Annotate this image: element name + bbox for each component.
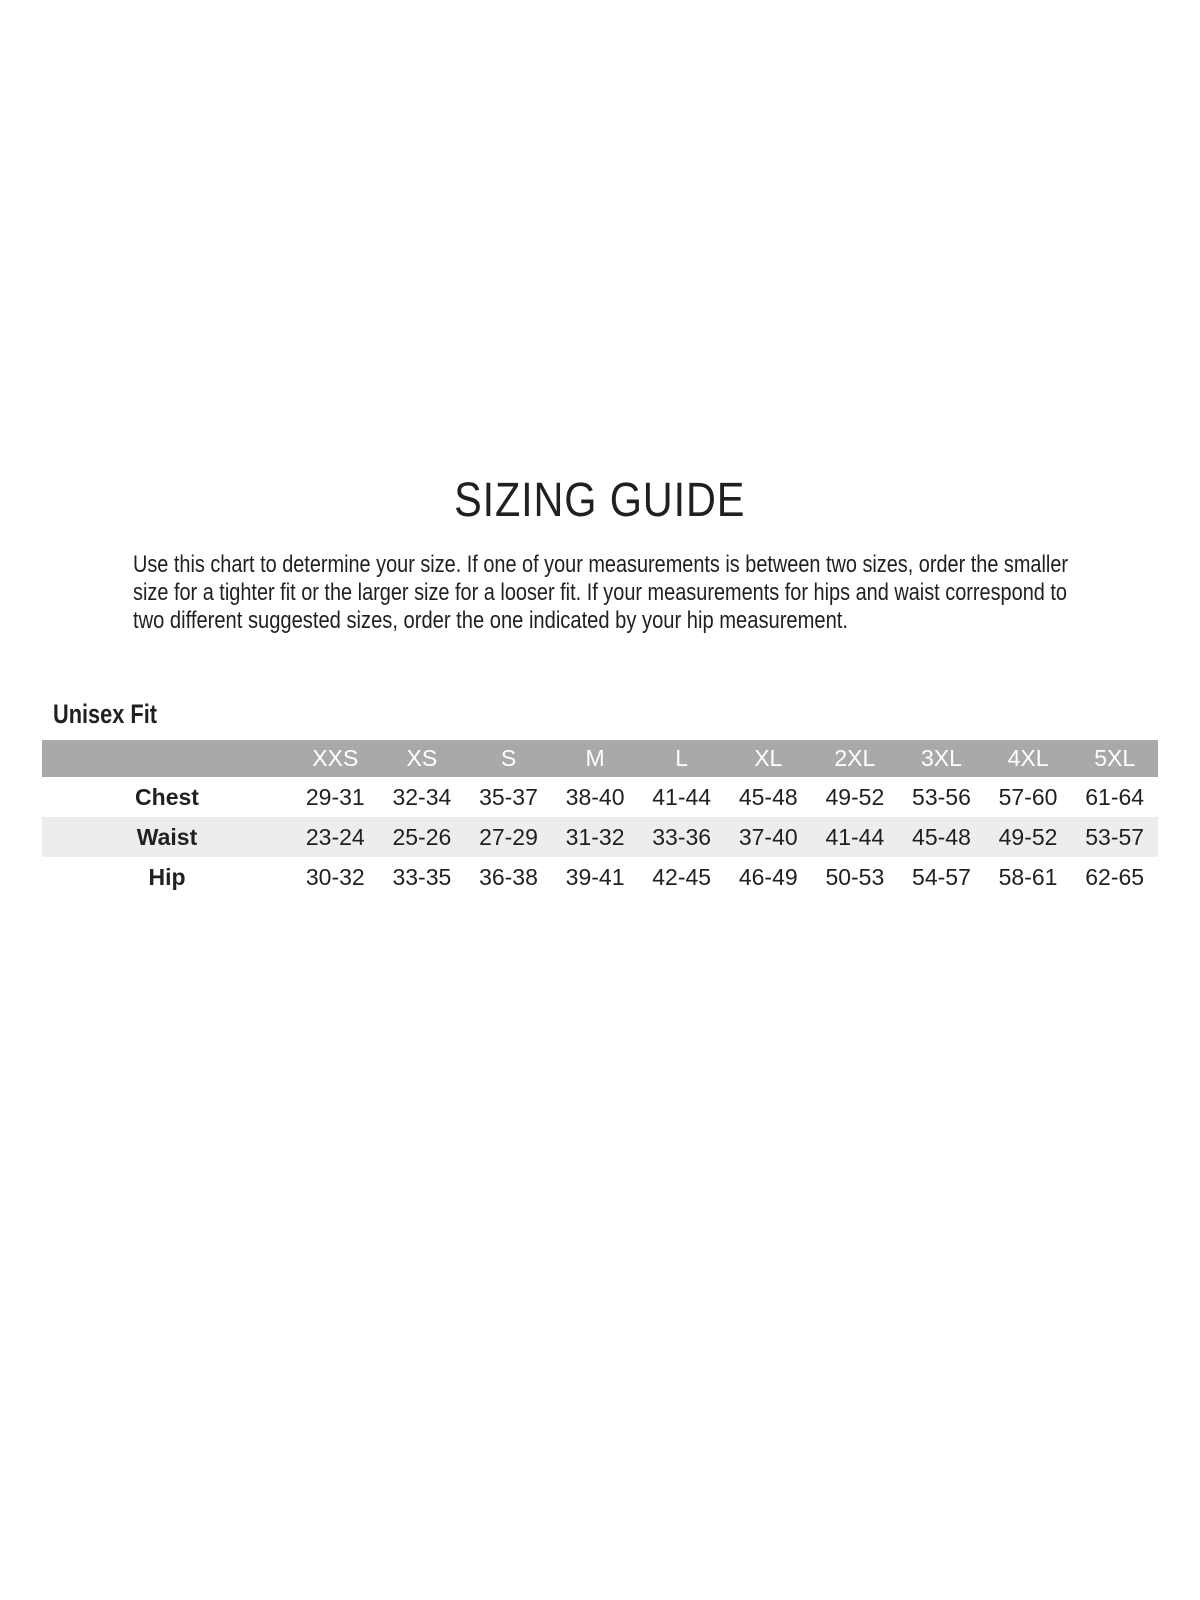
- size-table: [42, 740, 1158, 897]
- row-label-hip: Hip: [148, 863, 186, 890]
- column-header-s: S: [465, 740, 552, 777]
- size-cell: 39-41: [565, 863, 625, 890]
- corner-cell: [42, 740, 292, 777]
- size-cell: 23-24: [305, 823, 365, 850]
- section-label-text: Unisex Fit: [53, 699, 157, 729]
- intro-line: [133, 579, 1073, 607]
- row-label-chest: Chest: [135, 783, 199, 810]
- size-cell: 46-49: [738, 863, 798, 890]
- intro-line: [133, 607, 1073, 635]
- size-cell: 62-65: [1085, 863, 1145, 890]
- row-label-waist: Waist: [136, 823, 198, 850]
- size-cell: 49-52: [825, 783, 885, 810]
- size-cell: 30-32: [305, 863, 365, 890]
- column-header-l: L: [638, 740, 725, 777]
- size-cell: 35-37: [479, 783, 538, 810]
- section-label-unisex-fit: [53, 700, 182, 728]
- size-cell: 41-44: [652, 783, 712, 810]
- size-cell: 29-31: [305, 783, 365, 810]
- size-cell: 33-35: [392, 863, 452, 890]
- column-header-2xl: 2XL: [812, 740, 899, 777]
- column-header-xs: XS: [379, 740, 466, 777]
- intro-line: [133, 551, 1073, 579]
- column-header-5xl: 5XL: [1071, 740, 1158, 777]
- table-row-chest: [42, 777, 1158, 817]
- size-cell: 50-53: [825, 863, 885, 890]
- size-cell: 54-57: [912, 863, 971, 890]
- size-cell: 61-64: [1085, 783, 1145, 810]
- column-header-xl: XL: [725, 740, 812, 777]
- size-cell: 31-32: [565, 823, 625, 850]
- size-cell: 37-40: [738, 823, 798, 850]
- size-cell: 36-38: [479, 863, 538, 890]
- size-cell: 53-57: [1085, 823, 1145, 850]
- intro-line-text: two different suggested sizes, order the one indicated by your hip measurement.: [133, 607, 848, 634]
- page-title: [0, 476, 1200, 526]
- size-cell: 32-34: [392, 783, 452, 810]
- intro-paragraph: [133, 551, 1073, 635]
- column-header-xxs: XXS: [292, 740, 379, 777]
- size-cell: 41-44: [825, 823, 885, 850]
- page-title-text: SIZING GUIDE: [454, 474, 746, 527]
- size-cell: 45-48: [738, 783, 798, 810]
- size-cell: 42-45: [652, 863, 712, 890]
- table-row-hip: [42, 857, 1158, 897]
- size-cell: 58-61: [998, 863, 1058, 890]
- intro-line-text: Use this chart to determine your size. If one of your measurements is between two sizes, order the smaller: [133, 551, 1068, 578]
- size-cell: 38-40: [565, 783, 625, 810]
- size-table-header-row: [42, 740, 1158, 777]
- size-cell: 33-36: [652, 823, 712, 850]
- column-header-m: M: [552, 740, 639, 777]
- size-cell: 53-56: [912, 783, 971, 810]
- size-cell: 57-60: [998, 783, 1058, 810]
- size-cell: 25-26: [392, 823, 452, 850]
- size-cell: 49-52: [998, 823, 1058, 850]
- intro-line-text: size for a tighter fit or the larger size for a looser fit. If your measurements for hips and waist correspond to: [133, 579, 1067, 606]
- size-cell: 27-29: [479, 823, 538, 850]
- table-row-waist: [42, 817, 1158, 857]
- size-cell: 45-48: [912, 823, 971, 850]
- column-header-3xl: 3XL: [898, 740, 985, 777]
- column-header-4xl: 4XL: [985, 740, 1072, 777]
